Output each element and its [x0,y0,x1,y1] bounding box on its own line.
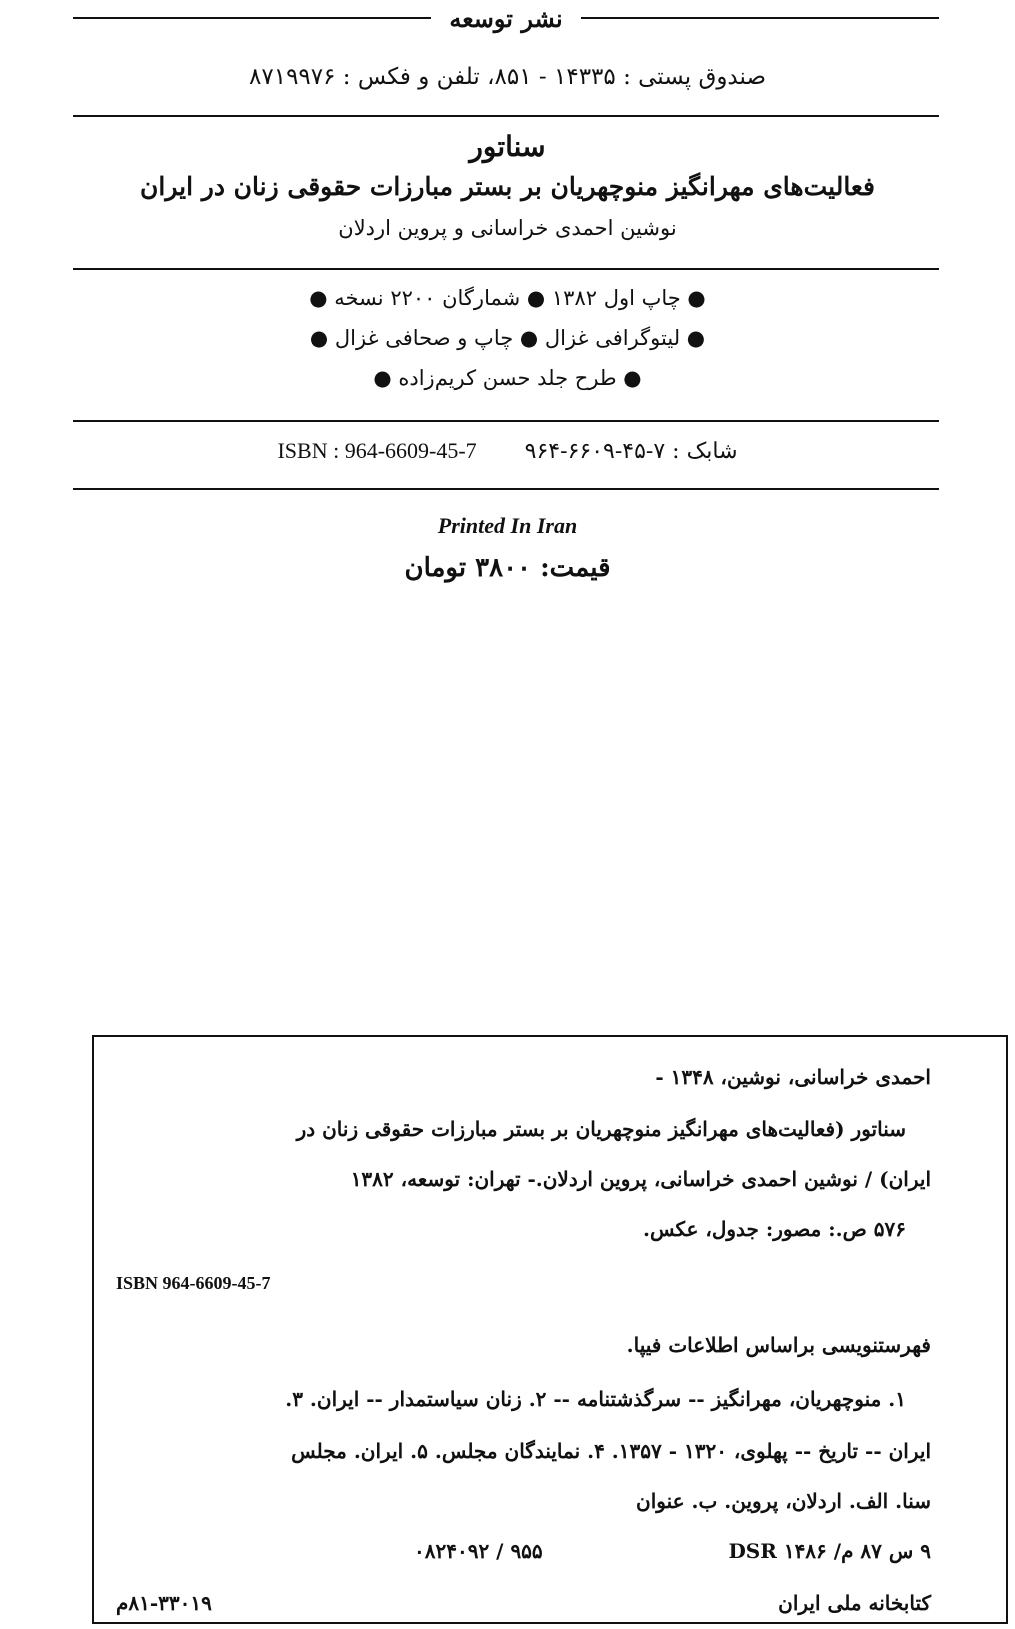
catalog-subjects-line-2: ایران -- تاریخ -- پهلوی، ۱۳۲۰ - ۱۳۵۷. ۴. نمایندگان مجلس. ۵. ایران. مجلس [291,1439,931,1463]
publisher-contact: صندوق پستی : ۱۴۳۳۵ - ۸۵۱، تلفن و فکس : ۸۷۱۹۹۷۶ [249,64,766,90]
production-line-2: ● لیتوگرافی غزال ● چاپ و صحافی غزال ● [309,326,706,350]
publisher-header [73,0,939,36]
catalog-library: کتابخانه ملی ایران [778,1591,931,1615]
divider-3 [73,420,939,422]
catalog-library-number: ۸۱-۳۳۰۱۹م [116,1591,212,1615]
price: قیمت: ۳۸۰۰ تومان [404,553,611,583]
catalog-subjects-line-3: سنا. الف. اردلان، پروین. ب. عنوان [636,1489,931,1513]
isbn-line [0,438,1015,464]
isbn-persian: شابک : ۷-۴۵-۶۶۰۹-۹۶۴ [524,439,738,464]
divider-2 [73,268,939,270]
catalog-isbn: ISBN 964-6609-45-7 [116,1273,271,1293]
catalog-subjects-line-1: ۱. منوچهریان، مهرانگیز -- سرگذشتنامه -- ۲. زنان سیاستمدار -- ایران. ۳. [285,1387,906,1411]
catalog-physical: ۵۷۶ ص.: مصور: جدول، عکس. [643,1217,906,1241]
book-title: سناتور [469,130,546,163]
catalog-class-left: ۹۵۵ / ۰۸۲۴۰۹۲ [414,1539,543,1563]
divider-4 [73,488,939,490]
production-line-3: ● طرح جلد حسن کریم‌زاده ● [373,366,642,390]
header-rule-left [73,17,431,19]
catalog-author-entry: احمدی خراسانی، نوشین، ۱۳۴۸ - [655,1065,931,1089]
catalog-box [92,1035,1008,1624]
catalog-title-line-1: سناتور (فعالیت‌های مهرانگیز منوچهریان بر بستر مبارزات حقوقی زنان در [296,1117,906,1141]
printed-in: Printed In Iran [437,513,578,538]
isbn-latin: ISBN : 964-6609-45-7 [277,438,477,463]
header-rule-right [581,17,939,19]
book-subtitle: فعالیت‌های مهرانگیز منوچهریان بر بستر مبارزات حقوقی زنان در ایران [140,172,875,201]
catalog-note: فهرستنویسی براساس اطلاعات فیپا. [626,1333,931,1357]
production-line-1: ● چاپ اول ۱۳۸۲ ● شمارگان ۲۲۰۰ نسخه ● [309,286,706,310]
catalog-title-line-2: ایران) / نوشین احمدی خراسانی، پروین اردلان.- تهران: توسعه، ۱۳۸۲ [350,1167,931,1191]
divider-1 [73,115,939,117]
publisher-name: نشر توسعه [449,3,563,33]
book-authors: نوشین احمدی خراسانی و پروین اردلان [338,216,677,240]
catalog-class-right: ۹ س ۸۷ م/ DSR ۱۴۸۶ [728,1539,931,1563]
